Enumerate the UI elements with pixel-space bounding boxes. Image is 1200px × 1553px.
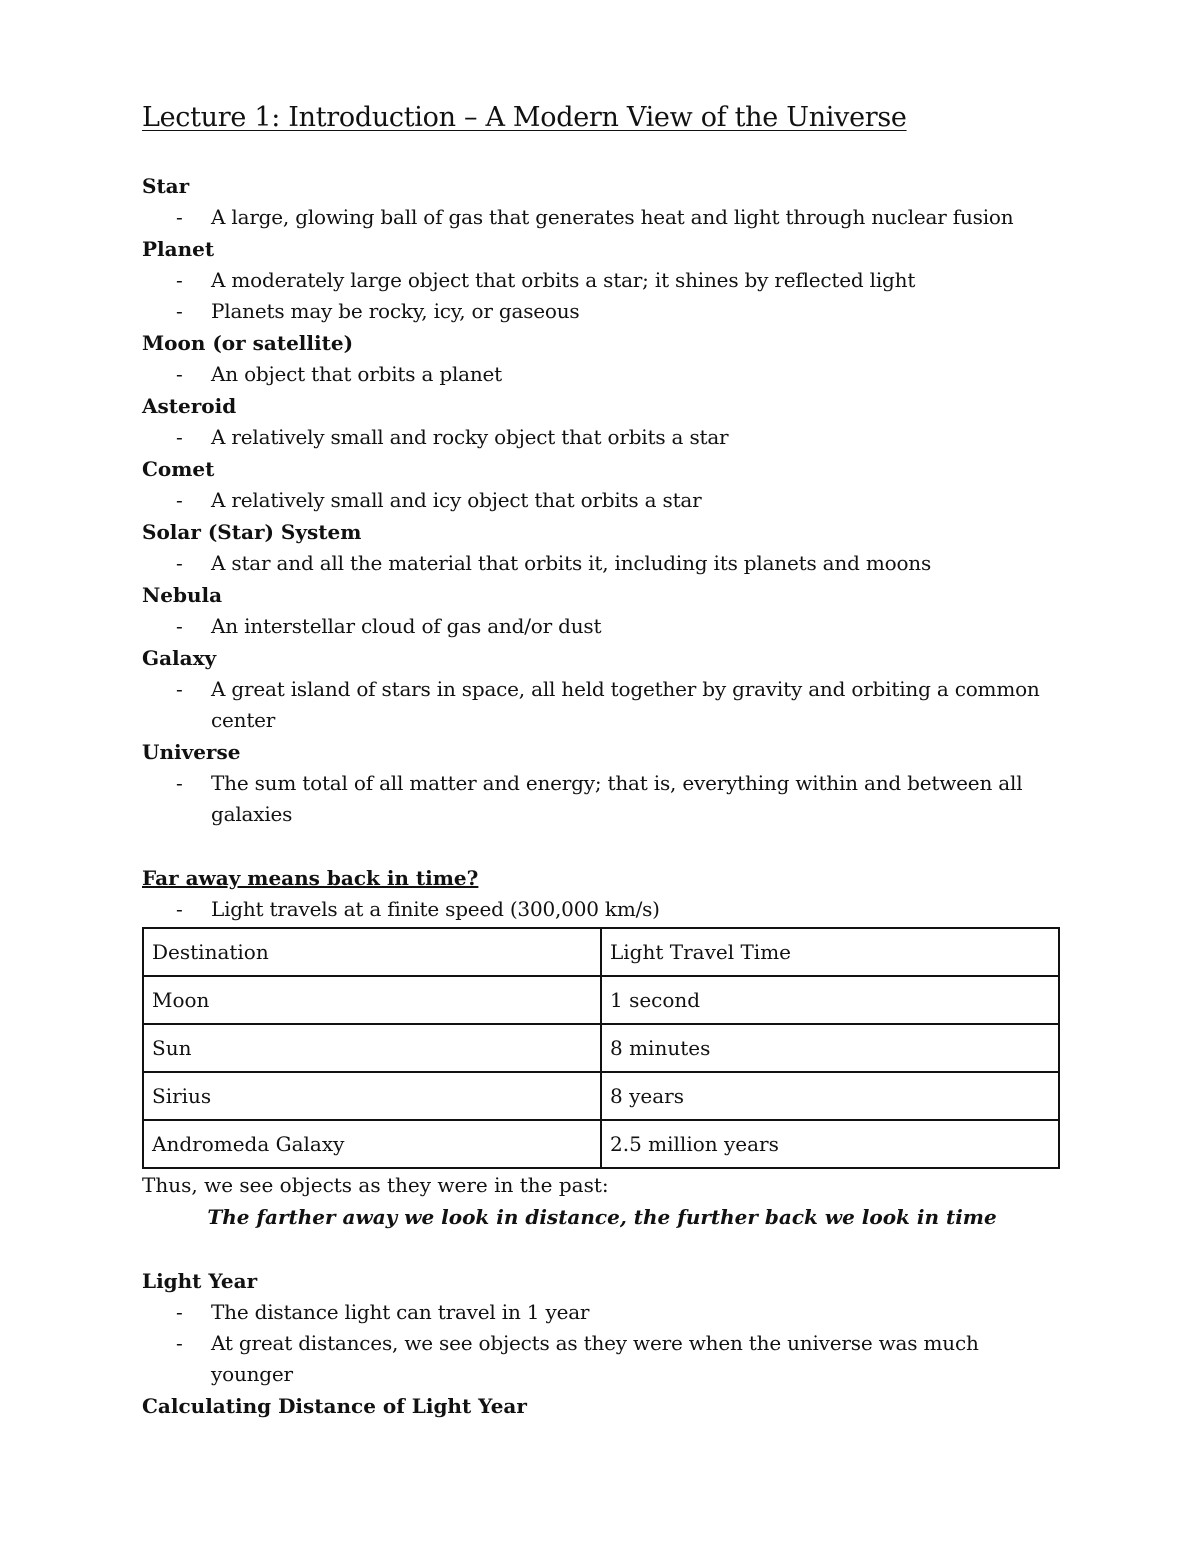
- table-cell: Sirius: [143, 1072, 601, 1120]
- list-item: - A star and all the material that orbits it, including its planets and moons: [142, 548, 1062, 579]
- term-heading: Star: [142, 174, 190, 198]
- term-heading: Planet: [142, 237, 215, 261]
- bullet-list: [142, 485, 1062, 516]
- definition-comet: [142, 453, 1062, 516]
- list-item: - Light travels at a finite speed (300,000 km/s): [142, 894, 1062, 925]
- list-item: - An object that orbits a planet: [142, 359, 1062, 390]
- bullet-dash: -: [176, 771, 183, 795]
- table-cell: 8 years: [601, 1072, 1059, 1120]
- table-row: [143, 1024, 1059, 1072]
- bullet-dash: -: [176, 897, 183, 921]
- table-cell: 8 minutes: [601, 1024, 1059, 1072]
- table-cell: Sun: [143, 1024, 601, 1072]
- bullet-dash: -: [176, 551, 183, 575]
- term-heading: Galaxy: [142, 646, 217, 670]
- bullet-list: [142, 1297, 1062, 1390]
- list-item: - A relatively small and icy object that orbits a star: [142, 485, 1062, 516]
- definition-light-year: [142, 1265, 1062, 1390]
- bullet-list: [142, 894, 1062, 925]
- table-header-cell: Light Travel Time: [601, 928, 1059, 976]
- bullet-list: [142, 422, 1062, 453]
- table-cell: Moon: [143, 976, 601, 1024]
- bullet-dash: -: [176, 425, 183, 449]
- term-heading: Universe: [142, 740, 241, 764]
- bullet-dash: -: [176, 268, 183, 292]
- document-page: [142, 98, 1062, 1422]
- list-item: - Planets may be rocky, icy, or gaseous: [142, 296, 1062, 327]
- bullet-dash: -: [176, 299, 183, 323]
- definition-asteroid: [142, 390, 1062, 453]
- emphasis-quote: The farther away we look in distance, the further back we look in time: [207, 1205, 997, 1229]
- table-header-cell: Destination: [143, 928, 601, 976]
- bullet-list: [142, 359, 1062, 390]
- bullet-dash: -: [176, 1300, 183, 1324]
- bullet-list: [142, 611, 1062, 642]
- definition-planet: [142, 233, 1062, 327]
- light-travel-table: [142, 927, 1060, 1169]
- table-header-row: [143, 928, 1059, 976]
- definition-nebula: [142, 579, 1062, 642]
- bullet-dash: -: [176, 614, 183, 638]
- section-heading-far-away: Far away means back in time?: [142, 866, 479, 890]
- table-cell: Andromeda Galaxy: [143, 1120, 601, 1168]
- term-heading-calculating: Calculating Distance of Light Year: [142, 1394, 527, 1418]
- definition-universe: [142, 736, 1062, 830]
- definition-moon: [142, 327, 1062, 390]
- definition-galaxy: [142, 642, 1062, 736]
- term-heading: Solar (Star) System: [142, 520, 362, 544]
- bullet-list: [142, 265, 1062, 327]
- table-row: [143, 1072, 1059, 1120]
- definition-solar-system: [142, 516, 1062, 579]
- table-row: [143, 976, 1059, 1024]
- list-item: - The distance light can travel in 1 year: [142, 1297, 1062, 1328]
- term-heading: Comet: [142, 457, 215, 481]
- bullet-list: [142, 768, 1062, 830]
- conclusion-text: Thus, we see objects as they were in the past:: [142, 1173, 609, 1197]
- list-item: - A large, glowing ball of gas that generates heat and light through nuclear fusion: [142, 202, 1062, 233]
- term-heading: Nebula: [142, 583, 223, 607]
- bullet-dash: -: [176, 677, 183, 701]
- table-cell: 2.5 million years: [601, 1120, 1059, 1168]
- bullet-list: [142, 548, 1062, 579]
- list-item: - The sum total of all matter and energy; that is, everything within and between all galaxies: [142, 768, 1062, 830]
- list-item: - At great distances, we see objects as they were when the universe was much younger: [142, 1328, 1062, 1390]
- bullet-list: [142, 674, 1062, 736]
- bullet-dash: -: [176, 362, 183, 386]
- table-row: [143, 1120, 1059, 1168]
- bullet-list: [142, 202, 1062, 233]
- term-heading: Moon (or satellite): [142, 331, 354, 355]
- list-item: - A moderately large object that orbits a star; it shines by reflected light: [142, 265, 1062, 296]
- list-item: - A great island of stars in space, all held together by gravity and orbiting a common center: [142, 674, 1062, 736]
- list-item: - An interstellar cloud of gas and/or dust: [142, 611, 1062, 642]
- page-title: Lecture 1: Introduction – A Modern View of the Universe: [142, 102, 907, 133]
- table-cell: 1 second: [601, 976, 1059, 1024]
- list-item: - A relatively small and rocky object that orbits a star: [142, 422, 1062, 453]
- bullet-dash: -: [176, 205, 183, 229]
- term-heading: Light Year: [142, 1269, 258, 1293]
- term-heading: Asteroid: [142, 394, 237, 418]
- bullet-dash: -: [176, 488, 183, 512]
- bullet-dash: -: [176, 1331, 183, 1355]
- definition-star: [142, 170, 1062, 233]
